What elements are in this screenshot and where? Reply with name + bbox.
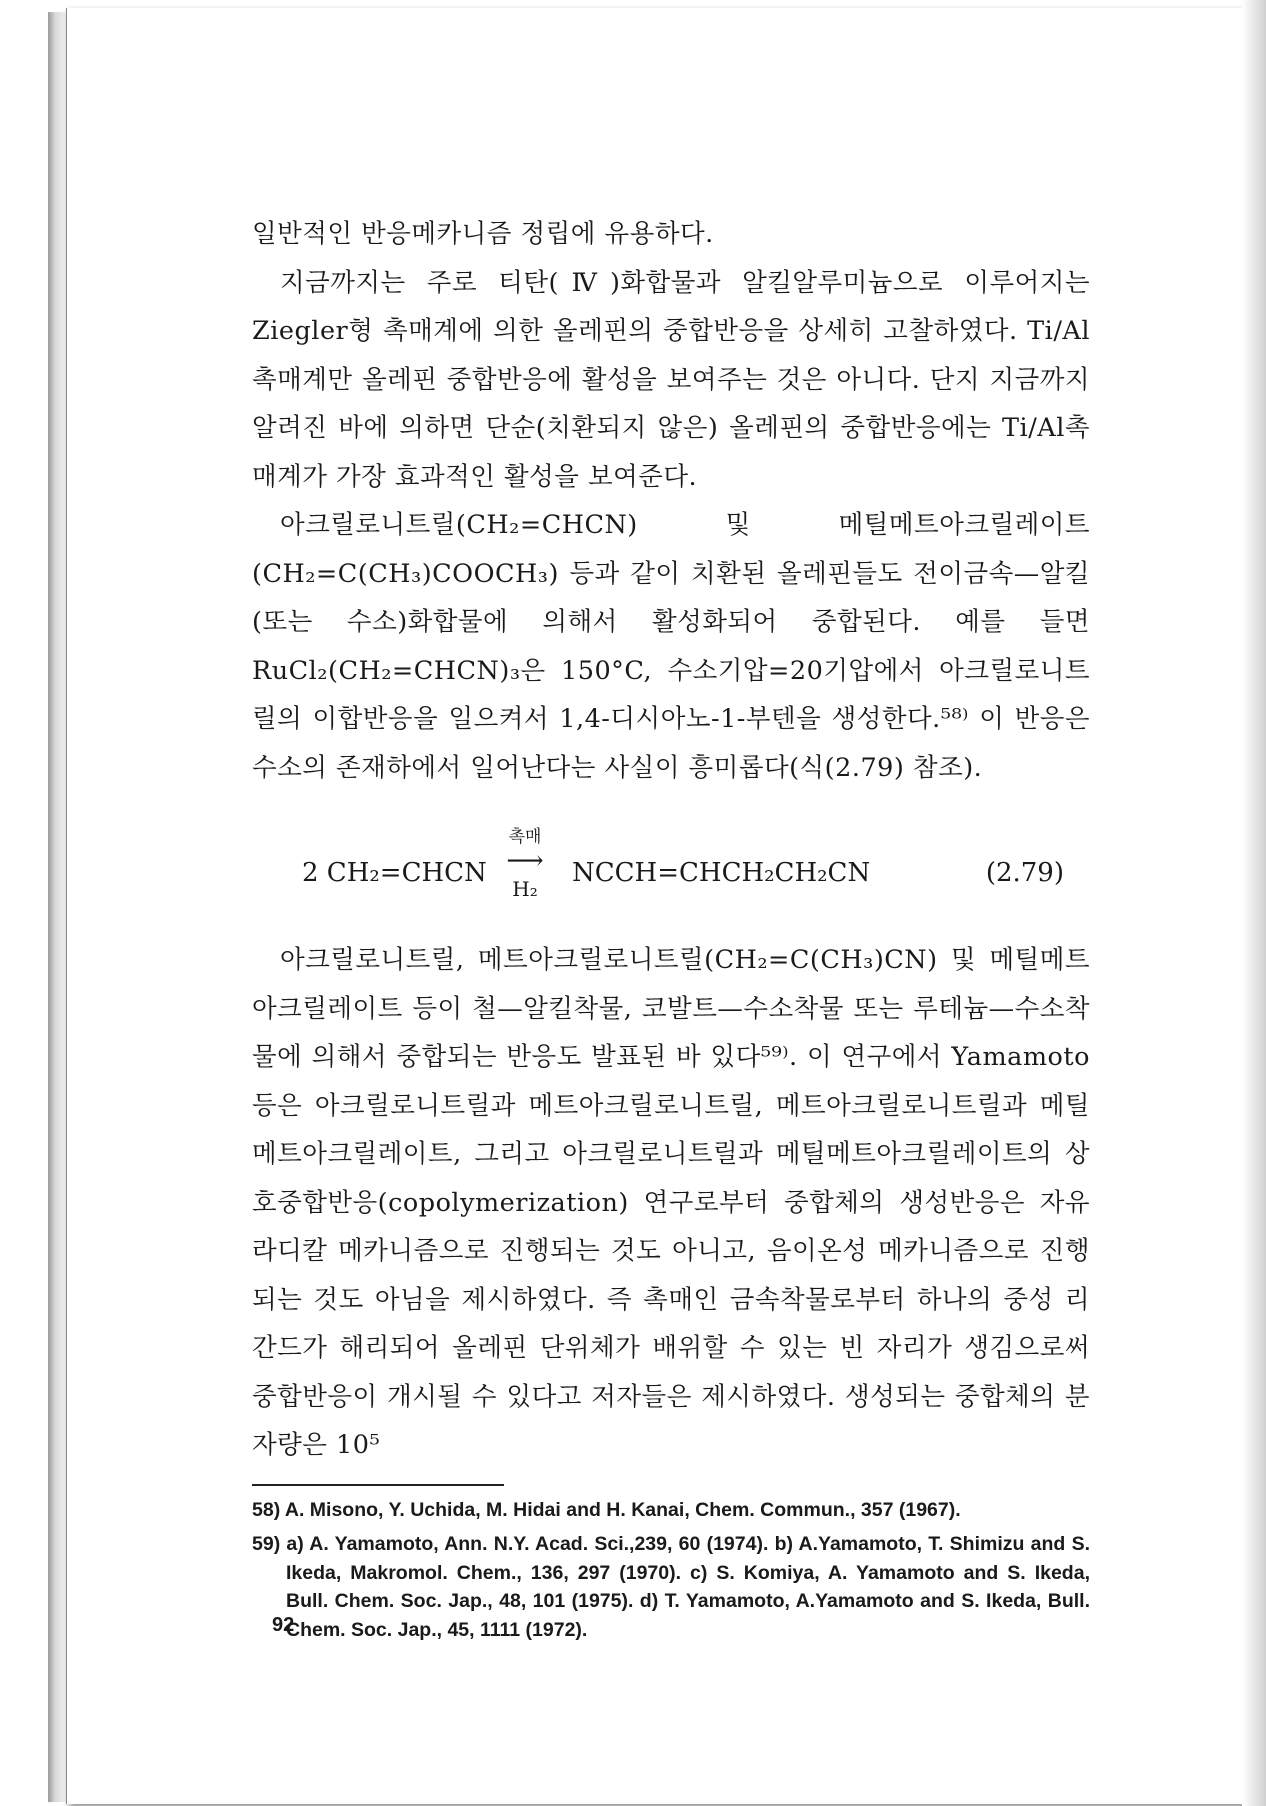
footnotes: [252, 1496, 1090, 1645]
equation-catalyst-label: 촉매: [508, 827, 542, 847]
paragraph-acrylonitrile: 아크릴로니트릴(CH₂=CHCN) 및 메틸메트아크릴레이트(CH₂=C(CH₃)COOCH₃) 등과 같이 치환된 올레핀들도 전이금속—알킬(또는 수소)화합물에 의해서 활성화되어 중합된다. 예를 들면 RuCl₂(CH₂=CHCN)₃은 150°C, 수소기압=20기압에서 아크릴로니트릴의 이합반응을 일으켜서 1,4-디시아노-1-부텐을 생성한다.⁵⁸⁾ 이 반응은 수소의 존재하에서 일어난다는 사실이 흥미롭다(식(2.79) 참조).: [252, 510, 1090, 783]
equation-product: NCCH=CHCH₂CH₂CN: [572, 858, 871, 888]
equation-number: (2.79): [985, 858, 1064, 888]
paragraph-ziegler: 지금까지는 주로 티탄(Ⅳ)화합물과 알킬알루미늄으로 이루어지는 Ziegler형 촉매계에 의한 올레핀의 중합반응을 상세히 고찰하였다. Ti/Al촉매계만 올레핀 중합반응에 활성을 보여주는 것은 아니다. 단지 지금까지 알려진 바에 의하면 단순(치환되지 않은) 올레핀의 중합반응에는 Ti/Al촉매계가 가장 효과적인 활성을 보여준다.: [252, 267, 1090, 492]
footnote-58: 58) A. Misono, Y. Uchida, M. Hidai and H. Kanai, Chem. Commun., 357 (1967).: [252, 1498, 961, 1521]
reaction-arrow: [490, 826, 560, 904]
main-text-block: [252, 210, 1090, 1650]
page-number: 92: [272, 1614, 295, 1636]
right-arrow-icon: ⟶: [506, 846, 544, 876]
intro-line: 일반적인 반응메카니즘 정립에 유용하다.: [252, 219, 714, 249]
page-edge-shadow: [1242, 0, 1266, 1806]
book-spine-edge: [48, 12, 66, 1802]
footnote-divider: [252, 1484, 504, 1486]
equation-2-79: [252, 818, 1090, 928]
footnote-59: 59) a) A. Yamamoto, Ann. N.Y. Acad. Sci.,239, 60 (1974). b) A.Yamamoto, T. Shimizu and S. Ikeda, Makromol. Chem., 136, 297 (1970). c) S. Komiya, A. Yamamoto and S. Ikeda, Bull. Chem. Soc. Jap., 48, 101 (1975). d) T. Yamamoto, A.Yamamoto and S. Ikeda, Bull. Chem. Soc. Jap., 45, 1111 (1972).: [252, 1533, 1090, 1641]
equation-reactant: 2 CH₂=CHCN: [302, 858, 487, 888]
equation-condition: H₂: [512, 877, 538, 901]
paragraph-yamamoto: 아크릴로니트릴, 메트아크릴로니트릴(CH₂=C(CH₃)CN) 및 메틸메트아크릴레이트 등이 철—알킬착물, 코발트—수소착물 또는 루테늄—수소착물에 의해서 중합되는 반응도 발표된 바 있다⁵⁹⁾. 이 연구에서 Yamamoto등은 아크릴로니트릴과 메트아크릴로니트릴, 메트아크릴로니트릴과 메틸메트아크릴레이트, 그리고 아크릴로니트릴과 메틸메트아크릴레이트의 상호중합반응(copolymerization) 연구로부터 중합체의 생성반응은 자유라디칼 메카니즘으로 진행되는 것도 아니고, 음이온성 메카니즘으로 진행되는 것도 아님을 제시하였다. 즉 촉매인 금속착물로부터 하나의 중성 리간드가 해리되어 올레핀 단위체가 배위할 수 있는 빈 자리가 생김으로써 중합반응이 개시될 수 있다고 저자들은 제시하였다. 생성되는 중합체의 분자량은 10⁵: [252, 945, 1090, 1460]
